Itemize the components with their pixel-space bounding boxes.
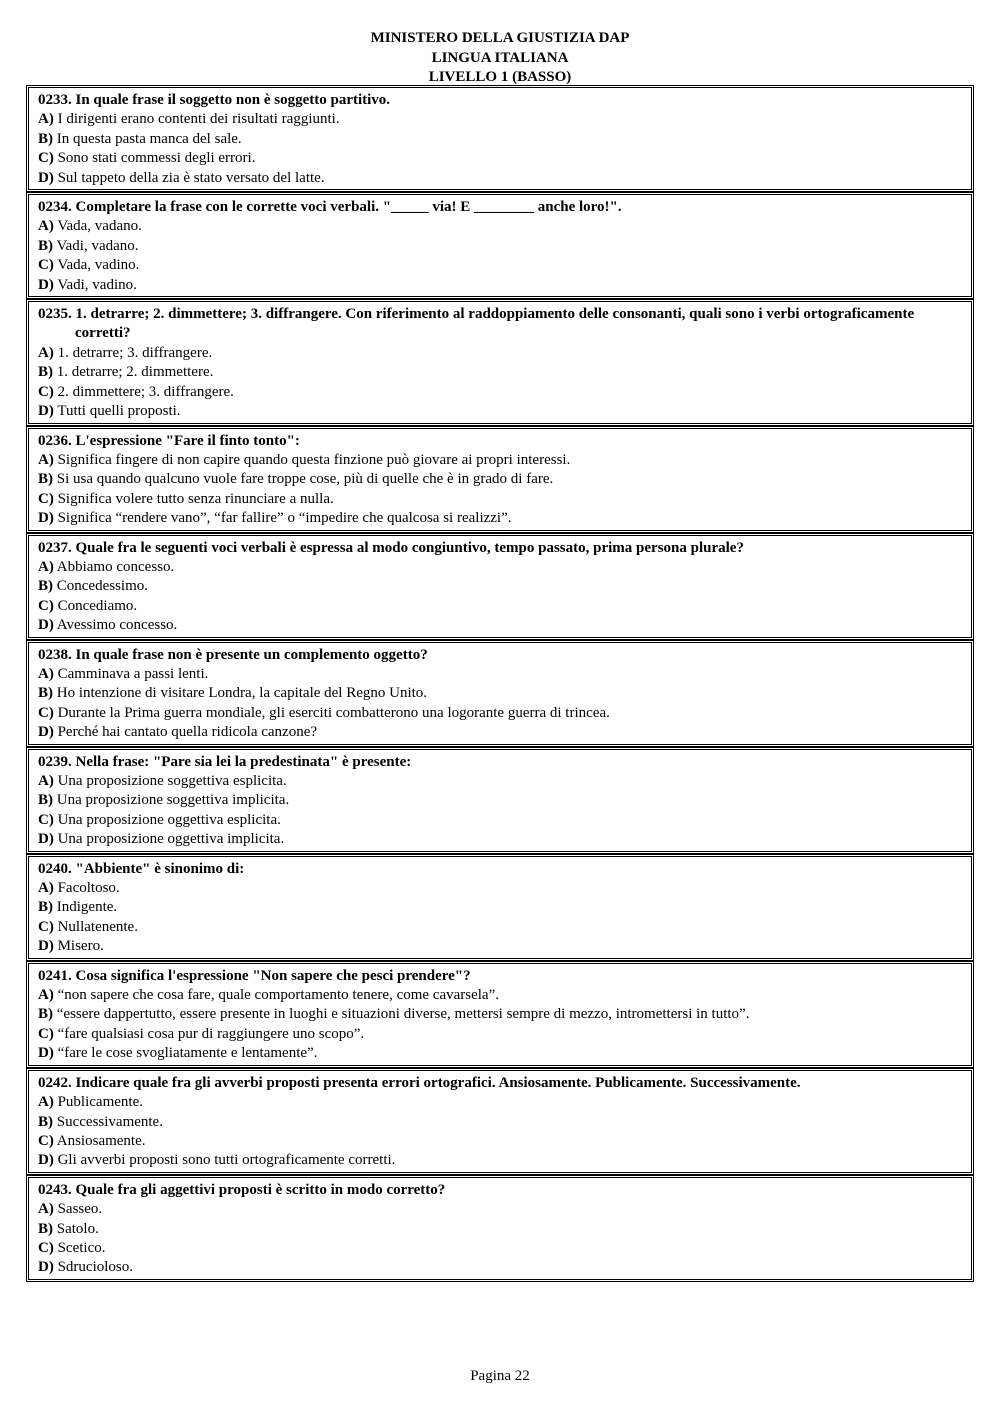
answer-option <box>38 237 963 256</box>
option-letter: C) <box>38 597 54 614</box>
option-letter: A) <box>38 880 54 897</box>
answer-option <box>38 130 963 149</box>
answer-option <box>38 490 963 509</box>
question-block <box>28 963 972 1066</box>
option-text: Una proposizione oggettiva esplicita. <box>57 811 281 828</box>
option-letter: A) <box>38 987 54 1004</box>
option-text: Scetico. <box>57 1239 106 1256</box>
answer-option <box>38 1044 963 1063</box>
option-letter: B) <box>38 578 53 595</box>
answer-option <box>38 276 963 295</box>
answer-option <box>38 597 963 616</box>
question-block <box>28 1177 972 1280</box>
option-letter: D) <box>38 1152 54 1169</box>
option-letter: B) <box>38 899 53 916</box>
option-text: Satolo. <box>56 1220 99 1237</box>
answer-option <box>38 723 963 742</box>
option-text: Significa fingere di non capire quando questa finzione può giovare ai propri interessi. <box>57 451 571 468</box>
option-letter: A) <box>38 344 54 361</box>
option-text: Sono stati commessi degli errori. <box>57 150 256 167</box>
answer-option <box>38 217 963 236</box>
question-block <box>28 1070 972 1173</box>
answer-option <box>38 402 963 421</box>
answer-option <box>38 986 963 1005</box>
question-text: 0239. Nella frase: "Pare sia lei la predestinata" è presente: <box>38 753 412 770</box>
answer-option <box>38 1025 963 1044</box>
question-block <box>28 535 972 638</box>
answer-option <box>38 383 963 402</box>
option-text: Concedessimo. <box>56 578 148 595</box>
option-text: Avessimo concesso. <box>56 617 178 634</box>
option-letter: D) <box>38 617 54 634</box>
option-text: Significa volere tutto senza rinunciare a nulla. <box>57 490 334 507</box>
answer-option <box>38 665 963 684</box>
option-text: Ansiosamente. <box>56 1132 146 1149</box>
question-text: 0240. "Abbiente" è sinonimo di: <box>38 860 245 877</box>
header-subject: LINGUA ITALIANA <box>431 49 569 66</box>
page-number: Pagina 22 <box>470 1368 530 1384</box>
answer-option <box>38 1200 963 1219</box>
page-header <box>0 29 1000 88</box>
question-text: 0238. In quale frase non è presente un complemento oggetto? <box>38 646 428 663</box>
answer-option <box>38 1220 963 1239</box>
answer-option <box>38 918 963 937</box>
question-list <box>28 87 972 1284</box>
option-letter: C) <box>38 1132 54 1149</box>
option-letter: D) <box>38 276 54 293</box>
option-text: Durante la Prima guerra mondiale, gli eserciti combatterono una logorante guerra di trincea. <box>57 704 610 721</box>
option-letter: C) <box>38 811 54 828</box>
option-letter: B) <box>38 364 53 381</box>
option-text: Sul tappeto della zia è stato versato del latte. <box>57 169 325 186</box>
option-text: Vadi, vadano. <box>56 237 139 254</box>
option-text: Sasseo. <box>57 1201 103 1218</box>
option-letter: C) <box>38 704 54 721</box>
question-block <box>28 642 972 745</box>
option-text: Significa “rendere vano”, “far fallire” o “impedire che qualcosa si realizzi”. <box>57 510 512 527</box>
option-text: In questa pasta manca del sale. <box>56 130 242 147</box>
answer-option <box>38 1239 963 1258</box>
option-text: “fare qualsiasi cosa pur di raggiungere uno scopo”. <box>57 1025 365 1042</box>
option-text: Sdrucioloso. <box>57 1259 133 1276</box>
header-ministry: MINISTERO DELLA GIUSTIZIA DAP <box>370 30 630 46</box>
option-text: Una proposizione soggettiva implicita. <box>56 792 290 809</box>
option-letter: B) <box>38 1006 53 1023</box>
answer-option <box>38 558 963 577</box>
option-text: Perché hai cantato quella ridicola canzone? <box>57 724 318 741</box>
option-text: Vada, vadino. <box>57 257 140 274</box>
answer-option <box>38 791 963 810</box>
option-text: Camminava a passi lenti. <box>57 665 209 682</box>
option-text: Nullatenente. <box>57 918 138 935</box>
answer-option <box>38 470 963 489</box>
option-letter: B) <box>38 685 53 702</box>
option-text: 1. detrarre; 2. dimmettere. <box>56 364 214 381</box>
question-block <box>28 749 972 852</box>
option-text: Vada, vadano. <box>57 218 142 235</box>
option-text: “essere dappertutto, essere presente in luoghi e situazioni diverse, mettersi sempre di mezzo, intromettersi in tutto”. <box>56 1006 750 1023</box>
answer-option <box>38 937 963 956</box>
option-letter: A) <box>38 558 54 575</box>
question-text: 0241. Cosa significa l'espressione "Non sapere che pesci prendere"? <box>38 967 471 984</box>
option-text: Facoltoso. <box>57 880 120 897</box>
answer-option <box>38 684 963 703</box>
option-letter: B) <box>38 1220 53 1237</box>
question-text: 0234. Completare la frase con le corrette voci verbali. "_____ via! E ________ anche loro!". <box>38 199 622 216</box>
option-letter: D) <box>38 724 54 741</box>
option-letter: A) <box>38 451 54 468</box>
question-text: 0235. 1. detrarre; 2. dimmettere; 3. diffrangere. Con riferimento al raddoppiamento delle consonanti, quali sono i verbi ortograficamente corretti? <box>38 306 915 342</box>
option-text: Misero. <box>57 938 104 955</box>
answer-option <box>38 898 963 917</box>
answer-option <box>38 879 963 898</box>
option-letter: C) <box>38 918 54 935</box>
answer-option <box>38 811 963 830</box>
option-letter: A) <box>38 1201 54 1218</box>
option-letter: B) <box>38 471 53 488</box>
question-text: 0233. In quale frase il soggetto non è soggetto partitivo. <box>38 92 391 108</box>
option-letter: D) <box>38 1045 54 1062</box>
option-text: Gli avverbi proposti sono tutti ortograficamente corretti. <box>57 1152 396 1169</box>
answer-option <box>38 1258 963 1277</box>
answer-option <box>38 830 963 849</box>
option-text: Si usa quando qualcuno vuole fare troppe cose, più di quelle che è in grado di fare. <box>56 471 554 488</box>
option-text: Ho intenzione di visitare Londra, la capitale del Regno Unito. <box>56 685 428 702</box>
answer-option <box>38 772 963 791</box>
option-text: “fare le cose svogliatamente e lentamente”. <box>57 1045 318 1062</box>
option-text: Concediamo. <box>57 597 138 614</box>
question-block <box>28 301 972 423</box>
answer-option <box>38 1132 963 1151</box>
option-text: Una proposizione soggettiva esplicita. <box>57 773 287 789</box>
answer-option <box>38 110 963 129</box>
question-block <box>28 856 972 959</box>
option-text: Una proposizione oggettiva implicita. <box>57 831 285 848</box>
option-text: Publicamente. <box>57 1094 143 1111</box>
question-text: 0243. Quale fra gli aggettivi proposti è scritto in modo corretto? <box>38 1181 446 1198</box>
option-text: “non sapere che cosa fare, quale comportamento tenere, come cavarsela”. <box>57 987 500 1004</box>
answer-option <box>38 344 963 363</box>
option-letter: D) <box>38 510 54 527</box>
answer-option <box>38 577 963 596</box>
option-letter: B) <box>38 1113 53 1130</box>
answer-option <box>38 1005 963 1024</box>
option-text: Vadi, vadino. <box>57 276 137 293</box>
answer-option <box>38 509 963 528</box>
option-letter: D) <box>38 403 54 420</box>
option-letter: C) <box>38 257 54 274</box>
option-letter: C) <box>38 1239 54 1256</box>
option-letter: D) <box>38 1259 54 1276</box>
option-text: 2. dimmettere; 3. diffrangere. <box>57 383 234 400</box>
question-text: 0242. Indicare quale fra gli avverbi proposti presenta errori ortografici. Ansiosamente. Publicamente. Successivamente. <box>38 1074 801 1091</box>
answer-option <box>38 363 963 382</box>
question-block <box>28 87 972 190</box>
option-letter: A) <box>38 1094 54 1111</box>
option-letter: C) <box>38 1025 54 1042</box>
option-letter: B) <box>38 792 53 809</box>
option-letter: C) <box>38 383 54 400</box>
option-letter: A) <box>38 218 54 235</box>
option-letter: D) <box>38 169 54 186</box>
option-text: I dirigenti erano contenti dei risultati raggiunti. <box>57 111 340 128</box>
option-letter: B) <box>38 237 53 254</box>
option-text: Successivamente. <box>56 1113 163 1130</box>
option-letter: B) <box>38 130 53 147</box>
answer-option <box>38 616 963 635</box>
option-letter: C) <box>38 150 54 167</box>
option-letter: D) <box>38 938 54 955</box>
answer-option <box>38 451 963 470</box>
option-letter: D) <box>38 831 54 848</box>
answer-option <box>38 1093 963 1112</box>
option-letter: A) <box>38 773 54 789</box>
answer-option <box>38 256 963 275</box>
option-letter: A) <box>38 665 54 682</box>
question-block <box>28 428 972 531</box>
answer-option <box>38 169 963 188</box>
question-block <box>28 194 972 297</box>
option-text: Abbiamo concesso. <box>56 558 175 575</box>
answer-option <box>38 704 963 723</box>
option-text: Indigente. <box>56 899 118 916</box>
option-text: Tutti quelli proposti. <box>57 403 181 420</box>
answer-option <box>38 149 963 168</box>
option-letter: C) <box>38 490 54 507</box>
answer-option <box>38 1151 963 1170</box>
header-level: LIVELLO 1 (BASSO) <box>428 69 572 85</box>
option-text: 1. detrarre; 3. diffrangere. <box>57 344 213 361</box>
option-letter: A) <box>38 111 54 128</box>
question-text: 0237. Quale fra le seguenti voci verbali è espressa al modo congiuntivo, tempo passato, prima persona plurale? <box>38 539 744 556</box>
question-text: 0236. L'espressione "Fare il finto tonto": <box>38 432 300 449</box>
answer-option <box>38 1113 963 1132</box>
